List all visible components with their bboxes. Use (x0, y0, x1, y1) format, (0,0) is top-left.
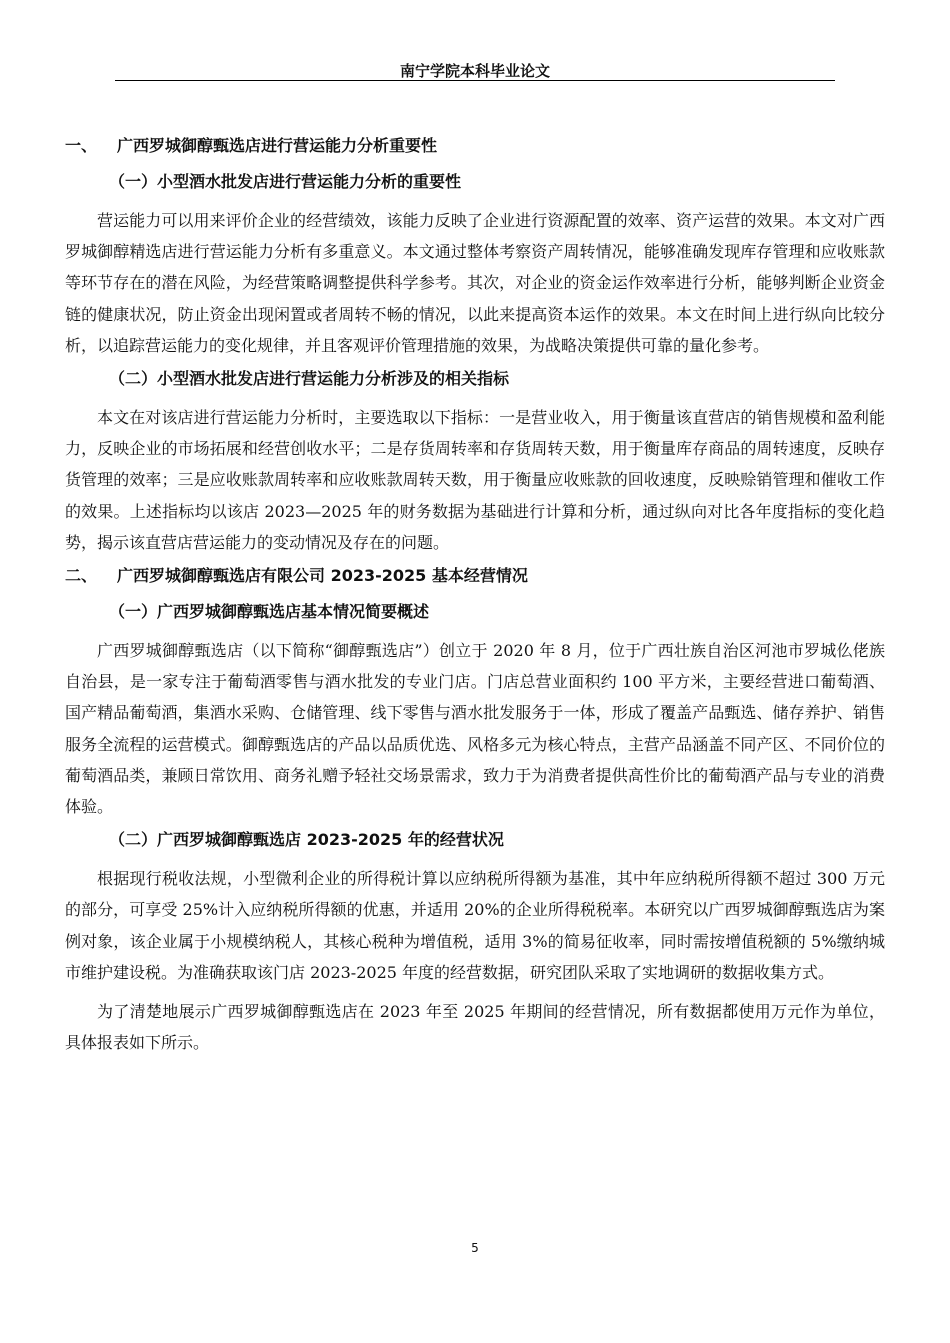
body-paragraph: 本文在对该店进行营运能力分析时，主要选取以下指标：一是营业收入，用于衡量该直营店的销售规模和盈利能力，反映企业的市场拓展和经营创收水平；二是存货周转率和存货周转天数，用于衡量库存商品的周转速度，反映存货管理的效率；三是应收账款周转率和应收账款周转天数，用于衡量应收账款的回收速度，反映赊销管理和催收工作的效果。上述指标均以该店 2023—2025 年的财务数据为基础进行计算和分析，通过纵向对比各年度指标的变化趋势，揭示该直营店营运能力的变动情况及存在的问题。 (65, 408, 885, 552)
page-header-title: 南宁学院本科毕业论文 (399, 62, 550, 80)
section-heading-2 (65, 566, 885, 586)
section-title: 广西罗城御醇甄选店进行营运能力分析重要性 (117, 136, 438, 155)
header-divider (115, 80, 835, 81)
document-body (65, 128, 885, 1066)
section-heading-1 (65, 136, 885, 156)
section-title: 广西罗城御醇甄选店有限公司 2023-2025 基本经营情况 (117, 566, 528, 586)
page-number: 5 (471, 1241, 479, 1255)
body-paragraph: 为了清楚地展示广西罗城御醇甄选店在 2023 年至 2025 年期间的经营情况，所有数据都使用万元作为单位，具体报表如下所示。 (65, 1002, 885, 1053)
subsection-heading: （一）广西罗城御醇甄选店基本情况简要概述 (109, 602, 430, 622)
subsection-heading: （二）广西罗城御醇甄选店 2023-2025 年的经营状况 (109, 830, 504, 850)
section-number: 一、 (65, 136, 98, 155)
body-paragraph: 根据现行税收法规，小型微利企业的所得税计算以应纳税所得额为基准，其中年应纳税所得额不超过 300 万元的部分，可享受 25%计入应纳税所得额的优惠，并适用 20%的企业所得税税率。本研究以广西罗城御醇甄选店为案例对象，该企业属于小规模纳税人，其核心税种为增值税，适用 3%的简易征收率，同时需按增值税额的 5%缴纳城市维护建设税。为准确获取该门店 2023-2025 年度的经营数据，研究团队采取了实地调研的数据收集方式。 (65, 869, 885, 982)
section-number: 二、 (65, 566, 98, 586)
subsection-heading: （一）小型酒水批发店进行营运能力分析的重要性 (109, 172, 462, 191)
body-paragraph: 广西罗城御醇甄选店（以下简称“御醇甄选店”）创立于 2020 年 8 月，位于广西壮族自治区河池市罗城仫佬族自治县，是一家专注于葡萄酒零售与酒水批发的专业门店。门店总营业面积约 100 平方米，主要经营进口葡萄酒、国产精品葡萄酒，集酒水采购、仓储管理、线下零售与酒水批发服务于一体，形成了覆盖产品甄选、储存养护、销售服务全流程的运营模式。御醇甄选店的产品以品质优选、风格多元为核心特点，主营产品涵盖不同产区、不同价位的葡萄酒品类，兼顾日常饮用、商务礼赠予轻社交场景需求，致力于为消费者提供高性价比的葡萄酒产品与专业的消费体验。 (65, 641, 885, 817)
subsection-heading: （二）小型酒水批发店进行营运能力分析涉及的相关指标 (109, 369, 510, 389)
body-paragraph: 营运能力可以用来评价企业的经营绩效，该能力反映了企业进行资源配置的效率、资产运营的效果。本文对广西罗城御醇精选店进行营运能力分析有多重意义。本文通过整体考察资产周转情况，能够准确发现库存管理和应收账款等环节存在的潜在风险，为经营策略调整提供科学参考。其次，对企业的资金运作效率进行分析，能够判断企业资金链的健康状况，防止资金出现闲置或者周转不畅的情况，以此来提高资本运作的效果。本文在时间上进行纵向比较分析，以追踪营运能力的变化规律，并且客观评价管理措施的效果，为战略决策提供可靠的量化参考。 (65, 211, 885, 355)
